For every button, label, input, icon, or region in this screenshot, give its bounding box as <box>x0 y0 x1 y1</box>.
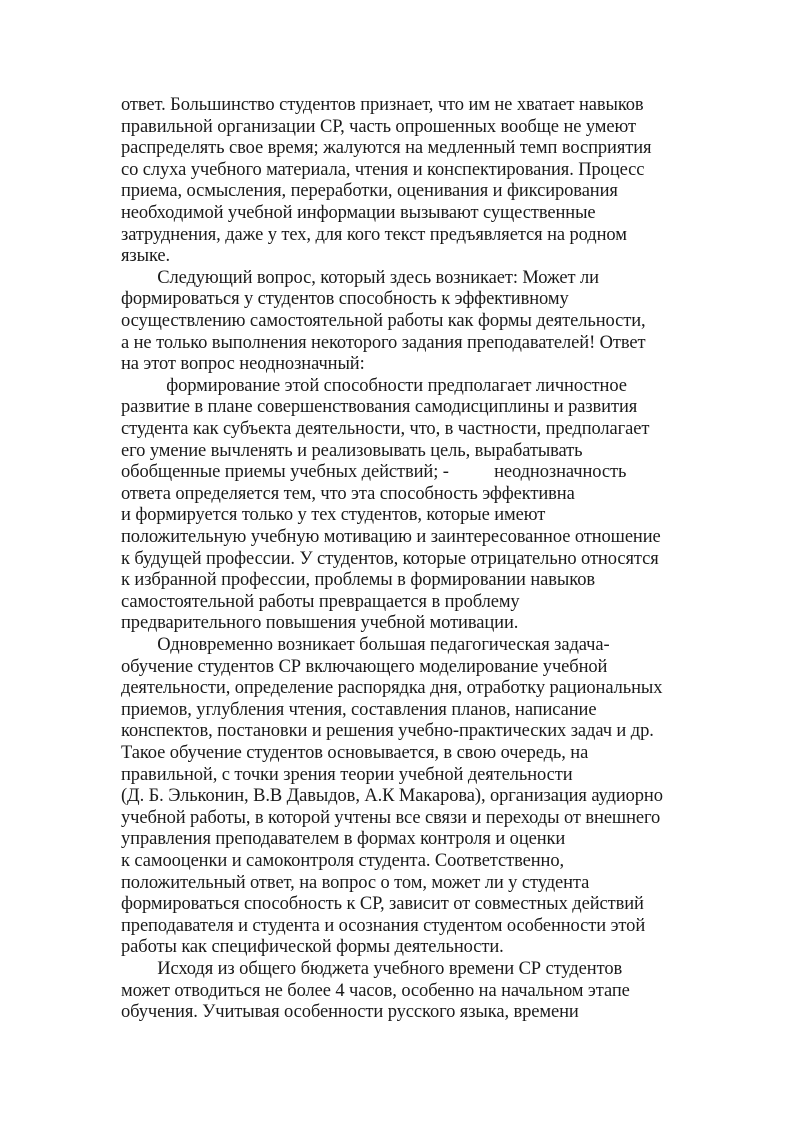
text-line: (Д. Б. Эльконин, В.В Давыдов, А.К Макарова), организация аудиорно <box>121 786 663 807</box>
text-line: со слуха учебного материала, чтения и конспектирования. Процесс <box>121 159 645 180</box>
text-line: приемов, углубления чтения, составления планов, написание <box>121 699 597 720</box>
text-line: формироваться способность к СР, зависит от совместных действий <box>121 894 644 915</box>
text-line: Такое обучение студентов основывается, в свою очередь, на <box>121 743 589 763</box>
text-line: деятельности, определение распорядка дня, отработку рациональных <box>121 678 663 699</box>
text-line: управления преподавателем в формах контроля и оценки <box>121 829 566 850</box>
text-line: обучения. Учитывая особенности русского языка, времени <box>121 1002 579 1023</box>
text-line: на этот вопрос неоднозначный: <box>121 354 365 375</box>
text-line: самостоятельной работы превращается в проблему <box>121 591 520 612</box>
text-line: работы как специфической формы деятельности. <box>121 937 504 958</box>
text-line: распределять свое время; жалуются на медленный темп восприятия <box>121 138 652 159</box>
text-line: Исходя из общего бюджета учебного времени СР студентов <box>121 959 623 979</box>
text-line: учебной работы, в которой учтены все связи и переходы от внешнего <box>121 807 661 828</box>
text-line: к будущей профессии. У студентов, которые отрицательно относятся <box>121 548 659 569</box>
text-line: правильной, с точки зрения теории учебной деятельности <box>121 764 573 785</box>
text-line: обобщенные приемы учебных действий; - неоднозначность <box>121 462 627 483</box>
text-line: и формируется только у тех студентов, которые имеют <box>121 505 546 526</box>
text-line: преподавателя и студента и осознания студентом особенности этой <box>121 915 646 936</box>
text-line: правильной организации СР, часть опрошенных вообще не умеют <box>121 116 636 137</box>
text-line: его умение вычленять и реализовывать цель, вырабатывать <box>121 440 583 461</box>
text-line: ответа определяется тем, что эта способность эффективна <box>121 483 575 504</box>
text-line: а не только выполнения некоторого задания преподавателей! Ответ <box>121 332 646 353</box>
text-line: формироваться у студентов способность к эффективному <box>121 289 569 310</box>
text-line: приема, осмысления, переработки, оценивания и фиксирования <box>121 181 618 202</box>
text-line: конспектов, постановки и решения учебно-практических задач и др. <box>121 721 654 742</box>
text-line: положительную учебную мотивацию и заинтересованное отношение <box>121 527 661 547</box>
text-line: предварительного повышения учебной мотивации. <box>121 613 519 634</box>
text-line: формирование этой способности предполагает личностное <box>121 375 627 396</box>
text-line: положительный ответ, на вопрос о том, может ли у студента <box>121 872 590 893</box>
text-line: обучение студентов СР включающего моделирование учебной <box>121 656 608 677</box>
text-line: студента как субъекта деятельности, что, в частности, предполагает <box>121 419 650 439</box>
text-line: может отводиться не более 4 часов, особенно на начальном этапе <box>121 980 630 1001</box>
text-line: языке. <box>121 246 171 267</box>
text-line: осуществлению самостоятельной работы как формы деятельности, <box>121 311 646 331</box>
text-line: развитие в плане совершенствования самодисциплины и развития <box>121 397 638 418</box>
text-line: к самооценки и самоконтроля студента. Соответственно, <box>121 851 565 871</box>
text-line: к избранной профессии, проблемы в формировании навыков <box>121 570 595 591</box>
text-line: Следующий вопрос, который здесь возникает: Может ли <box>121 267 599 288</box>
text-line: ответ. Большинство студентов признает, что им не хватает навыков <box>121 95 644 115</box>
text-line: затруднения, даже у тех, для кого текст предъявляется на родном <box>121 224 627 245</box>
text-line: необходимой учебной информации вызывают существенные <box>121 203 596 223</box>
text-line: Одновременно возникает большая педагогическая задача- <box>121 635 610 655</box>
